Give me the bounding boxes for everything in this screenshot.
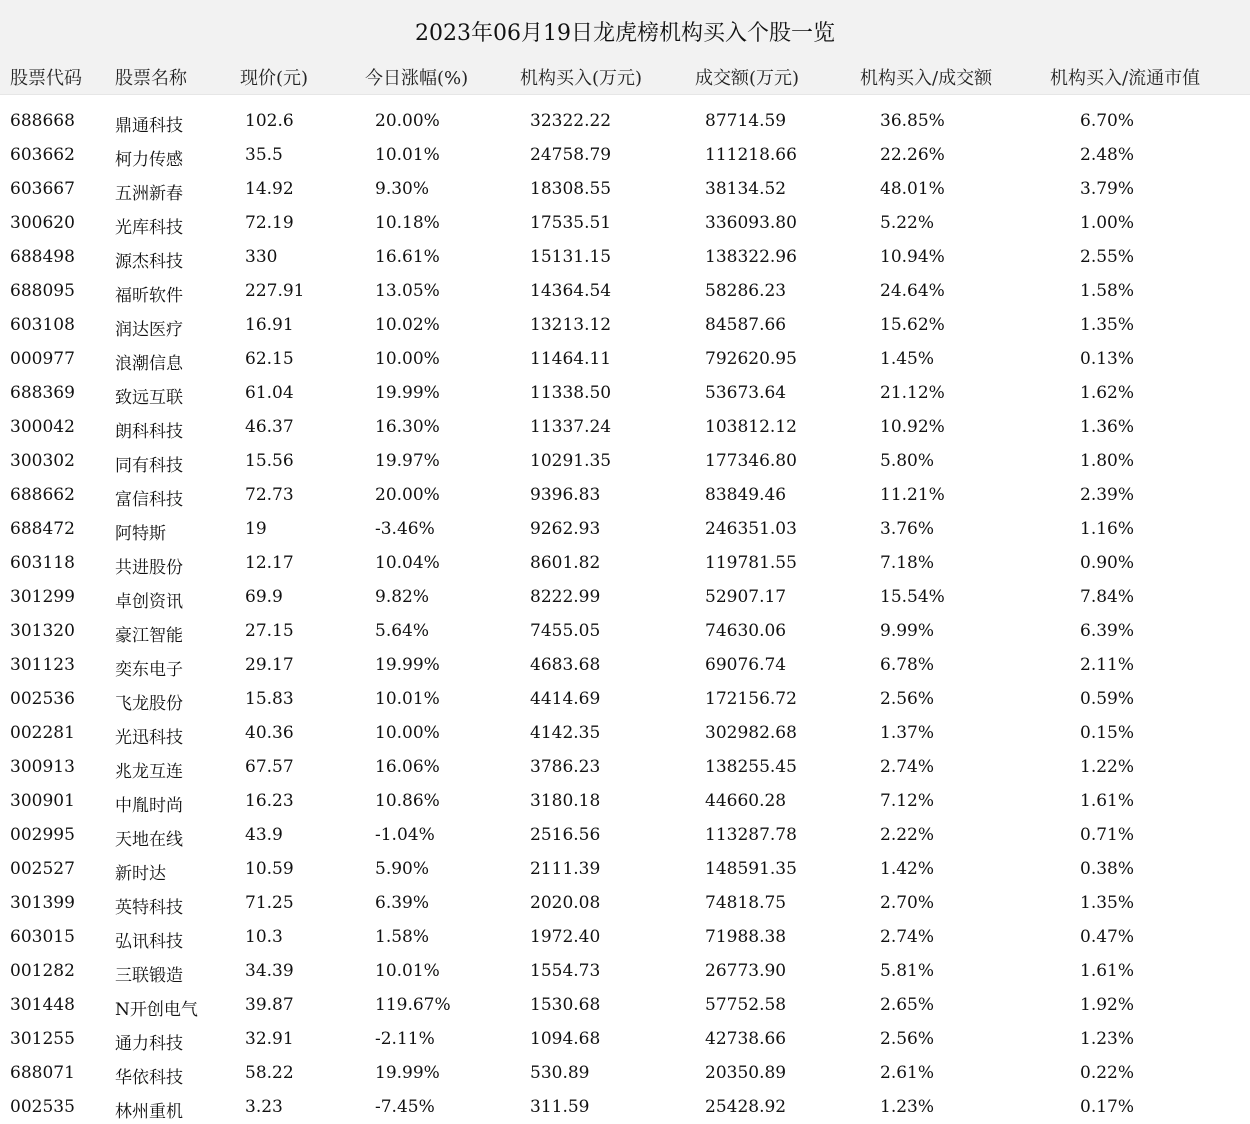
cell-price: 32.91 xyxy=(245,1029,294,1049)
cell-buy-turnover-ratio: 2.70% xyxy=(880,893,935,913)
cell-change: 16.61% xyxy=(375,247,440,267)
cell-change: 19.97% xyxy=(375,451,440,471)
cell-inst-buy: 530.89 xyxy=(530,1063,590,1083)
cell-code: 300913 xyxy=(10,757,75,777)
cell-turnover: 113287.78 xyxy=(705,825,797,845)
cell-name: 朗科科技 xyxy=(115,422,183,442)
column-header-change: 今日涨幅(%) xyxy=(365,68,469,89)
cell-buy-float-ratio: 1.36% xyxy=(1080,417,1135,437)
cell-buy-float-ratio: 1.22% xyxy=(1080,757,1135,777)
cell-inst-buy: 17535.51 xyxy=(530,213,612,233)
cell-name: 光迅科技 xyxy=(115,728,183,748)
cell-code: 002281 xyxy=(10,723,75,743)
cell-name: 浪潮信息 xyxy=(115,354,183,374)
cell-inst-buy: 8222.99 xyxy=(530,587,601,607)
cell-change: 10.04% xyxy=(375,553,440,573)
cell-name: 通力科技 xyxy=(115,1034,183,1054)
cell-buy-turnover-ratio: 11.21% xyxy=(880,485,945,505)
cell-inst-buy: 1094.68 xyxy=(530,1029,601,1049)
cell-change: 1.58% xyxy=(375,927,430,947)
cell-buy-turnover-ratio: 2.65% xyxy=(880,995,935,1015)
cell-price: 72.73 xyxy=(245,485,294,505)
table-row xyxy=(0,373,1250,407)
cell-turnover: 246351.03 xyxy=(705,519,797,539)
cell-price: 46.37 xyxy=(245,417,294,437)
cell-price: 62.15 xyxy=(245,349,294,369)
cell-name: 鼎通科技 xyxy=(115,116,183,136)
table-row xyxy=(0,305,1250,339)
cell-price: 58.22 xyxy=(245,1063,294,1083)
cell-code: 300901 xyxy=(10,791,75,811)
cell-change: 10.01% xyxy=(375,689,440,709)
cell-code: 002535 xyxy=(10,1097,75,1117)
cell-name: 源杰科技 xyxy=(115,252,183,272)
cell-name: 中胤时尚 xyxy=(115,796,183,816)
table-header xyxy=(0,60,1250,95)
cell-inst-buy: 2111.39 xyxy=(530,859,601,879)
cell-price: 43.9 xyxy=(245,825,283,845)
cell-buy-float-ratio: 3.79% xyxy=(1080,179,1135,199)
table-row xyxy=(0,985,1250,1019)
table-row xyxy=(0,1053,1250,1087)
cell-buy-turnover-ratio: 10.92% xyxy=(880,417,945,437)
cell-inst-buy: 2516.56 xyxy=(530,825,601,845)
cell-change: 20.00% xyxy=(375,111,440,131)
cell-inst-buy: 13213.12 xyxy=(530,315,612,335)
cell-name: 兆龙互连 xyxy=(115,762,183,782)
cell-name: 飞龙股份 xyxy=(115,694,183,714)
table-row xyxy=(0,271,1250,305)
column-header-turnover: 成交额(万元) xyxy=(695,68,800,89)
cell-code: 688071 xyxy=(10,1063,75,1083)
cell-buy-turnover-ratio: 7.18% xyxy=(880,553,935,573)
cell-buy-float-ratio: 6.70% xyxy=(1080,111,1135,131)
cell-turnover: 177346.80 xyxy=(705,451,797,471)
cell-buy-float-ratio: 0.90% xyxy=(1080,553,1135,573)
cell-buy-float-ratio: 1.35% xyxy=(1080,315,1135,335)
cell-buy-turnover-ratio: 2.74% xyxy=(880,927,935,947)
cell-change: -2.11% xyxy=(375,1029,435,1049)
cell-name: 天地在线 xyxy=(115,830,183,850)
title-bar xyxy=(0,0,1250,60)
cell-turnover: 26773.90 xyxy=(705,961,787,981)
cell-price: 72.19 xyxy=(245,213,294,233)
cell-inst-buy: 2020.08 xyxy=(530,893,601,913)
cell-buy-turnover-ratio: 6.78% xyxy=(880,655,935,675)
cell-turnover: 25428.92 xyxy=(705,1097,787,1117)
cell-inst-buy: 11338.50 xyxy=(530,383,612,403)
cell-code: 000977 xyxy=(10,349,75,369)
cell-change: 9.82% xyxy=(375,587,430,607)
cell-buy-turnover-ratio: 1.45% xyxy=(880,349,935,369)
cell-price: 15.56 xyxy=(245,451,294,471)
cell-price: 10.59 xyxy=(245,859,294,879)
cell-change: 10.18% xyxy=(375,213,440,233)
cell-name: 新时达 xyxy=(115,864,166,884)
table-row xyxy=(0,1019,1250,1053)
cell-code: 300302 xyxy=(10,451,75,471)
cell-buy-turnover-ratio: 1.23% xyxy=(880,1097,935,1117)
table-row xyxy=(0,781,1250,815)
cell-buy-turnover-ratio: 7.12% xyxy=(880,791,935,811)
table-row xyxy=(0,1087,1250,1121)
cell-change: -7.45% xyxy=(375,1097,435,1117)
cell-inst-buy: 9262.93 xyxy=(530,519,601,539)
cell-price: 102.6 xyxy=(245,111,294,131)
column-header-name: 股票名称 xyxy=(115,68,187,89)
cell-code: 603108 xyxy=(10,315,75,335)
table-row xyxy=(0,883,1250,917)
cell-inst-buy: 10291.35 xyxy=(530,451,612,471)
cell-code: 301399 xyxy=(10,893,75,913)
cell-code: 301320 xyxy=(10,621,75,641)
column-header-price: 现价(元) xyxy=(240,68,309,89)
cell-price: 34.39 xyxy=(245,961,294,981)
cell-price: 61.04 xyxy=(245,383,294,403)
cell-inst-buy: 15131.15 xyxy=(530,247,612,267)
cell-name: 润达医疗 xyxy=(115,320,183,340)
cell-inst-buy: 11464.11 xyxy=(530,349,612,369)
cell-name: 卓创资讯 xyxy=(115,592,183,612)
cell-buy-turnover-ratio: 2.61% xyxy=(880,1063,935,1083)
table-row xyxy=(0,645,1250,679)
cell-turnover: 87714.59 xyxy=(705,111,787,131)
cell-price: 67.57 xyxy=(245,757,294,777)
cell-name: 英特科技 xyxy=(115,898,183,918)
cell-code: 688369 xyxy=(10,383,75,403)
cell-buy-float-ratio: 2.48% xyxy=(1080,145,1135,165)
cell-price: 29.17 xyxy=(245,655,294,675)
cell-code: 301448 xyxy=(10,995,75,1015)
cell-change: 20.00% xyxy=(375,485,440,505)
cell-inst-buy: 4414.69 xyxy=(530,689,601,709)
cell-change: -3.46% xyxy=(375,519,435,539)
cell-inst-buy: 18308.55 xyxy=(530,179,612,199)
cell-buy-float-ratio: 2.55% xyxy=(1080,247,1135,267)
cell-turnover: 336093.80 xyxy=(705,213,797,233)
cell-change: 10.86% xyxy=(375,791,440,811)
cell-price: 15.83 xyxy=(245,689,294,709)
cell-turnover: 44660.28 xyxy=(705,791,787,811)
cell-change: 19.99% xyxy=(375,655,440,675)
cell-price: 19 xyxy=(245,519,267,539)
table-row xyxy=(0,509,1250,543)
cell-change: 10.01% xyxy=(375,145,440,165)
cell-turnover: 52907.17 xyxy=(705,587,787,607)
cell-inst-buy: 4142.35 xyxy=(530,723,601,743)
cell-buy-float-ratio: 2.39% xyxy=(1080,485,1135,505)
cell-name: 富信科技 xyxy=(115,490,183,510)
cell-price: 69.9 xyxy=(245,587,283,607)
cell-price: 27.15 xyxy=(245,621,294,641)
cell-buy-turnover-ratio: 1.37% xyxy=(880,723,935,743)
table-row xyxy=(0,169,1250,203)
cell-price: 330 xyxy=(245,247,278,267)
cell-change: 10.02% xyxy=(375,315,440,335)
cell-buy-float-ratio: 0.47% xyxy=(1080,927,1135,947)
cell-turnover: 42738.66 xyxy=(705,1029,787,1049)
column-header-buy-turnover-ratio: 机构买入/成交额 xyxy=(860,68,993,89)
table-row xyxy=(0,407,1250,441)
table-row xyxy=(0,339,1250,373)
cell-buy-turnover-ratio: 9.99% xyxy=(880,621,935,641)
cell-price: 71.25 xyxy=(245,893,294,913)
table-row xyxy=(0,713,1250,747)
table-row xyxy=(0,237,1250,271)
cell-inst-buy: 1554.73 xyxy=(530,961,601,981)
cell-turnover: 58286.23 xyxy=(705,281,787,301)
cell-inst-buy: 32322.22 xyxy=(530,111,612,131)
cell-inst-buy: 11337.24 xyxy=(530,417,612,437)
table-row xyxy=(0,441,1250,475)
cell-code: 688095 xyxy=(10,281,75,301)
cell-buy-float-ratio: 1.62% xyxy=(1080,383,1135,403)
cell-price: 40.36 xyxy=(245,723,294,743)
cell-name: 共进股份 xyxy=(115,558,183,578)
cell-change: 5.90% xyxy=(375,859,430,879)
cell-buy-turnover-ratio: 5.22% xyxy=(880,213,935,233)
cell-name: 奕东电子 xyxy=(115,660,183,680)
cell-name: 柯力传感 xyxy=(115,150,183,170)
cell-change: 9.30% xyxy=(375,179,430,199)
cell-turnover: 74630.06 xyxy=(705,621,787,641)
cell-code: 001282 xyxy=(10,961,75,981)
cell-turnover: 83849.46 xyxy=(705,485,787,505)
cell-turnover: 53673.64 xyxy=(705,383,787,403)
cell-code: 603118 xyxy=(10,553,75,573)
cell-change: 5.64% xyxy=(375,621,430,641)
table-row xyxy=(0,101,1250,135)
cell-turnover: 138255.45 xyxy=(705,757,797,777)
cell-buy-float-ratio: 1.61% xyxy=(1080,791,1135,811)
table-row xyxy=(0,747,1250,781)
column-header-inst-buy: 机构买入(万元) xyxy=(520,68,643,89)
cell-change: 119.67% xyxy=(375,995,451,1015)
cell-turnover: 69076.74 xyxy=(705,655,787,675)
cell-name: 光库科技 xyxy=(115,218,183,238)
cell-price: 227.91 xyxy=(245,281,305,301)
cell-turnover: 71988.38 xyxy=(705,927,787,947)
cell-change: 19.99% xyxy=(375,383,440,403)
cell-name: N开创电气 xyxy=(115,1000,198,1020)
cell-change: 16.30% xyxy=(375,417,440,437)
cell-buy-turnover-ratio: 2.74% xyxy=(880,757,935,777)
cell-code: 688498 xyxy=(10,247,75,267)
table-row xyxy=(0,611,1250,645)
cell-buy-float-ratio: 0.15% xyxy=(1080,723,1135,743)
cell-buy-float-ratio: 0.71% xyxy=(1080,825,1135,845)
cell-buy-float-ratio: 1.35% xyxy=(1080,893,1135,913)
cell-turnover: 172156.72 xyxy=(705,689,797,709)
cell-inst-buy: 24758.79 xyxy=(530,145,612,165)
cell-buy-turnover-ratio: 36.85% xyxy=(880,111,945,131)
cell-price: 35.5 xyxy=(245,145,283,165)
cell-code: 301299 xyxy=(10,587,75,607)
cell-price: 16.23 xyxy=(245,791,294,811)
cell-name: 同有科技 xyxy=(115,456,183,476)
table-row xyxy=(0,475,1250,509)
cell-buy-float-ratio: 1.00% xyxy=(1080,213,1135,233)
cell-buy-float-ratio: 0.13% xyxy=(1080,349,1135,369)
cell-turnover: 792620.95 xyxy=(705,349,797,369)
cell-buy-turnover-ratio: 5.81% xyxy=(880,961,935,981)
cell-price: 39.87 xyxy=(245,995,294,1015)
cell-inst-buy: 7455.05 xyxy=(530,621,601,641)
cell-name: 福昕软件 xyxy=(115,286,183,306)
cell-change: 6.39% xyxy=(375,893,430,913)
cell-turnover: 119781.55 xyxy=(705,553,797,573)
cell-buy-float-ratio: 0.38% xyxy=(1080,859,1135,879)
cell-inst-buy: 1530.68 xyxy=(530,995,601,1015)
cell-code: 300620 xyxy=(10,213,75,233)
cell-buy-turnover-ratio: 48.01% xyxy=(880,179,945,199)
cell-change: 13.05% xyxy=(375,281,440,301)
cell-buy-float-ratio: 7.84% xyxy=(1080,587,1135,607)
cell-name: 弘讯科技 xyxy=(115,932,183,952)
cell-change: 10.00% xyxy=(375,349,440,369)
cell-buy-turnover-ratio: 15.62% xyxy=(880,315,945,335)
cell-change: 16.06% xyxy=(375,757,440,777)
column-header-code: 股票代码 xyxy=(10,68,82,89)
table-row xyxy=(0,543,1250,577)
cell-code: 300042 xyxy=(10,417,75,437)
cell-buy-turnover-ratio: 10.94% xyxy=(880,247,945,267)
cell-name: 三联锻造 xyxy=(115,966,183,986)
page-title: 2023年06月19日龙虎榜机构买入个股一览 xyxy=(415,20,835,46)
cell-turnover: 302982.68 xyxy=(705,723,797,743)
cell-name: 华依科技 xyxy=(115,1068,183,1088)
column-header-buy-float-ratio: 机构买入/流通市值 xyxy=(1050,68,1201,89)
cell-name: 致远互联 xyxy=(115,388,183,408)
cell-turnover: 57752.58 xyxy=(705,995,787,1015)
cell-buy-turnover-ratio: 2.56% xyxy=(880,1029,935,1049)
cell-price: 10.3 xyxy=(245,927,283,947)
table-row xyxy=(0,577,1250,611)
cell-code: 002536 xyxy=(10,689,75,709)
cell-code: 688668 xyxy=(10,111,75,131)
table-row xyxy=(0,917,1250,951)
cell-name: 阿特斯 xyxy=(115,524,166,544)
cell-buy-float-ratio: 1.92% xyxy=(1080,995,1135,1015)
cell-inst-buy: 4683.68 xyxy=(530,655,601,675)
cell-buy-float-ratio: 2.11% xyxy=(1080,655,1135,675)
table-row xyxy=(0,135,1250,169)
cell-buy-float-ratio: 0.17% xyxy=(1080,1097,1135,1117)
cell-buy-turnover-ratio: 15.54% xyxy=(880,587,945,607)
cell-turnover: 38134.52 xyxy=(705,179,787,199)
cell-price: 16.91 xyxy=(245,315,294,335)
cell-code: 301123 xyxy=(10,655,75,675)
cell-buy-float-ratio: 1.16% xyxy=(1080,519,1135,539)
cell-buy-float-ratio: 1.58% xyxy=(1080,281,1135,301)
cell-price: 14.92 xyxy=(245,179,294,199)
table-row xyxy=(0,849,1250,883)
cell-buy-turnover-ratio: 22.26% xyxy=(880,145,945,165)
cell-turnover: 111218.66 xyxy=(705,145,797,165)
cell-buy-turnover-ratio: 3.76% xyxy=(880,519,935,539)
cell-inst-buy: 3180.18 xyxy=(530,791,601,811)
cell-inst-buy: 3786.23 xyxy=(530,757,601,777)
cell-inst-buy: 14364.54 xyxy=(530,281,612,301)
cell-change: 10.01% xyxy=(375,961,440,981)
cell-code: 688662 xyxy=(10,485,75,505)
cell-name: 林州重机 xyxy=(115,1102,183,1122)
cell-inst-buy: 1972.40 xyxy=(530,927,601,947)
cell-turnover: 20350.89 xyxy=(705,1063,787,1083)
cell-inst-buy: 311.59 xyxy=(530,1097,590,1117)
cell-code: 603015 xyxy=(10,927,75,947)
cell-turnover: 103812.12 xyxy=(705,417,797,437)
cell-name: 豪江智能 xyxy=(115,626,183,646)
cell-code: 603667 xyxy=(10,179,75,199)
cell-buy-turnover-ratio: 21.12% xyxy=(880,383,945,403)
cell-buy-turnover-ratio: 24.64% xyxy=(880,281,945,301)
cell-code: 301255 xyxy=(10,1029,75,1049)
cell-buy-float-ratio: 1.61% xyxy=(1080,961,1135,981)
cell-code: 002995 xyxy=(10,825,75,845)
cell-code: 688472 xyxy=(10,519,75,539)
cell-inst-buy: 8601.82 xyxy=(530,553,601,573)
cell-inst-buy: 9396.83 xyxy=(530,485,601,505)
cell-buy-float-ratio: 0.22% xyxy=(1080,1063,1135,1083)
table-row xyxy=(0,203,1250,237)
cell-price: 12.17 xyxy=(245,553,294,573)
cell-change: 19.99% xyxy=(375,1063,440,1083)
cell-buy-float-ratio: 1.23% xyxy=(1080,1029,1135,1049)
cell-code: 002527 xyxy=(10,859,75,879)
cell-buy-turnover-ratio: 5.80% xyxy=(880,451,935,471)
cell-turnover: 74818.75 xyxy=(705,893,787,913)
cell-change: 10.00% xyxy=(375,723,440,743)
cell-buy-float-ratio: 0.59% xyxy=(1080,689,1135,709)
cell-buy-turnover-ratio: 2.22% xyxy=(880,825,935,845)
cell-name: 五洲新春 xyxy=(115,184,183,204)
cell-change: -1.04% xyxy=(375,825,435,845)
table-row xyxy=(0,679,1250,713)
cell-price: 3.23 xyxy=(245,1097,283,1117)
table-row xyxy=(0,815,1250,849)
cell-buy-float-ratio: 6.39% xyxy=(1080,621,1135,641)
cell-code: 603662 xyxy=(10,145,75,165)
table-row xyxy=(0,951,1250,985)
cell-buy-turnover-ratio: 2.56% xyxy=(880,689,935,709)
cell-turnover: 148591.35 xyxy=(705,859,797,879)
cell-buy-turnover-ratio: 1.42% xyxy=(880,859,935,879)
cell-buy-float-ratio: 1.80% xyxy=(1080,451,1135,471)
cell-turnover: 138322.96 xyxy=(705,247,797,267)
cell-turnover: 84587.66 xyxy=(705,315,787,335)
